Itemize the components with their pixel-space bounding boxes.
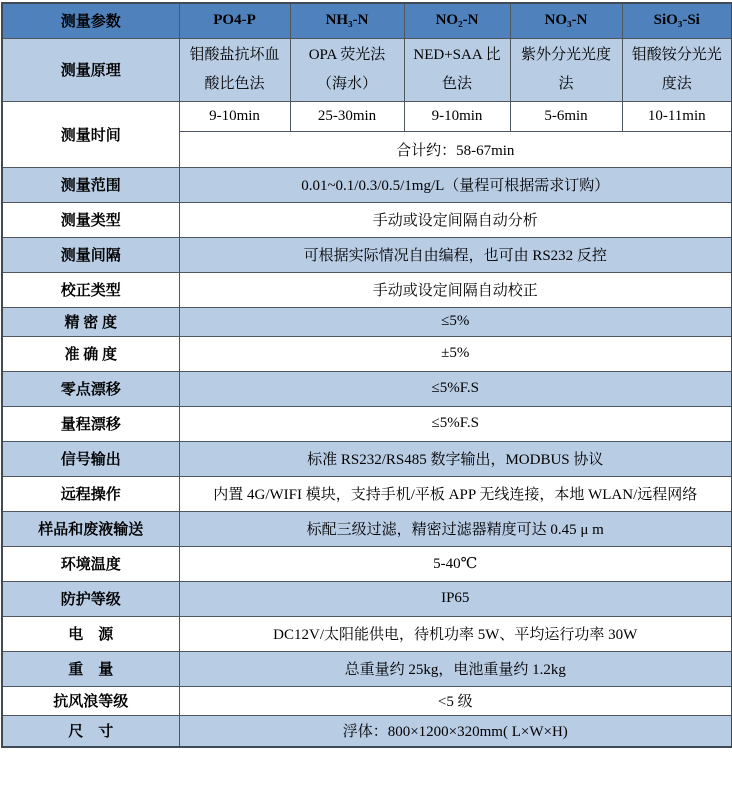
row-label: 重 量 bbox=[2, 651, 179, 686]
row-value: 0.01~0.1/0.3/0.5/1mg/L（量程可根据需求订购） bbox=[179, 167, 732, 202]
row-value: IP65 bbox=[179, 581, 732, 616]
row-label: 样品和废液输送 bbox=[2, 511, 179, 546]
row-signal-output bbox=[2, 441, 732, 476]
row-label: 测量范围 bbox=[2, 167, 179, 202]
row-label: 量程漂移 bbox=[2, 406, 179, 441]
row-value: ≤5%F.S bbox=[179, 371, 732, 406]
row-protection-rating bbox=[2, 581, 732, 616]
time-sio3si: 10-11min bbox=[622, 101, 732, 131]
row-value: 手动或设定间隔自动分析 bbox=[179, 202, 732, 237]
row-value: 浮体：800×1200×320mm( L×W×H) bbox=[179, 715, 732, 747]
row-label: 抗风浪等级 bbox=[2, 686, 179, 715]
time-no3n: 5-6min bbox=[510, 101, 622, 131]
row-accuracy bbox=[2, 336, 732, 371]
row-label: 测量时间 bbox=[2, 101, 179, 167]
row-value: <5 级 bbox=[179, 686, 732, 715]
row-wind-wave-rating bbox=[2, 686, 732, 715]
row-label: 精 密 度 bbox=[2, 307, 179, 336]
row-value: ±5% bbox=[179, 336, 732, 371]
row-value: 可根据实际情况自由编程，也可由 RS232 反控 bbox=[179, 237, 732, 272]
row-value: ≤5%F.S bbox=[179, 406, 732, 441]
row-value: 总重量约 25kg，电池重量约 1.2kg bbox=[179, 651, 732, 686]
row-value: ≤5% bbox=[179, 307, 732, 336]
row-label: 校正类型 bbox=[2, 272, 179, 307]
time-no2n: 9-10min bbox=[404, 101, 510, 131]
row-value: 内置 4G/WIFI 模块，支持手机/平板 APP 无线连接，本地 WLAN/远程网络 bbox=[179, 476, 732, 511]
row-power-supply bbox=[2, 616, 732, 651]
header-row bbox=[2, 3, 732, 38]
principle-no3n: 紫外分光光度法 bbox=[510, 38, 622, 101]
header-col-no2n: NO₂-N bbox=[404, 3, 510, 38]
row-zero-drift bbox=[2, 371, 732, 406]
row-weight bbox=[2, 651, 732, 686]
row-span-drift bbox=[2, 406, 732, 441]
row-measure-range bbox=[2, 167, 732, 202]
row-label: 准 确 度 bbox=[2, 336, 179, 371]
row-value: 标准 RS232/RS485 数字输出，MODBUS 协议 bbox=[179, 441, 732, 476]
row-measure-time bbox=[2, 101, 732, 131]
row-measure-principle bbox=[2, 38, 732, 101]
time-po4p: 9-10min bbox=[179, 101, 290, 131]
spec-table bbox=[1, 2, 732, 748]
row-calibration-type bbox=[2, 272, 732, 307]
row-label: 测量原理 bbox=[2, 38, 179, 101]
header-col-no3n: NO₃-N bbox=[510, 3, 622, 38]
row-label: 测量类型 bbox=[2, 202, 179, 237]
header-col-sio3si: SiO₃-Si bbox=[622, 3, 732, 38]
row-label: 信号输出 bbox=[2, 441, 179, 476]
row-ambient-temperature bbox=[2, 546, 732, 581]
row-value: 标配三级过滤，精密过滤器精度可达 0.45 μ m bbox=[179, 511, 732, 546]
row-label: 远程操作 bbox=[2, 476, 179, 511]
row-label: 测量间隔 bbox=[2, 237, 179, 272]
time-nh3n: 25-30min bbox=[290, 101, 404, 131]
row-sample-waste-transfer bbox=[2, 511, 732, 546]
row-remote-operation bbox=[2, 476, 732, 511]
header-col-po4p: PO4-P bbox=[179, 3, 290, 38]
row-label: 防护等级 bbox=[2, 581, 179, 616]
principle-po4p: 钼酸盐抗坏血酸比色法 bbox=[179, 38, 290, 101]
time-total: 合计约：58-67min bbox=[179, 131, 732, 167]
principle-sio3si: 钼酸铵分光光度法 bbox=[622, 38, 732, 101]
header-col-nh3n: NH₃-N bbox=[290, 3, 404, 38]
row-label: 环境温度 bbox=[2, 546, 179, 581]
principle-nh3n: OPA 荧光法（海水） bbox=[290, 38, 404, 101]
row-measure-type bbox=[2, 202, 732, 237]
row-value: 5-40℃ bbox=[179, 546, 732, 581]
row-measure-interval bbox=[2, 237, 732, 272]
row-value: 手动或设定间隔自动校正 bbox=[179, 272, 732, 307]
row-label: 电 源 bbox=[2, 616, 179, 651]
header-param-label: 测量参数 bbox=[2, 3, 179, 38]
row-dimensions bbox=[2, 715, 732, 747]
principle-no2n: NED+SAA 比色法 bbox=[404, 38, 510, 101]
row-precision bbox=[2, 307, 732, 336]
row-label: 零点漂移 bbox=[2, 371, 179, 406]
row-label: 尺 寸 bbox=[2, 715, 179, 747]
row-value: DC12V/太阳能供电，待机功率 5W、平均运行功率 30W bbox=[179, 616, 732, 651]
